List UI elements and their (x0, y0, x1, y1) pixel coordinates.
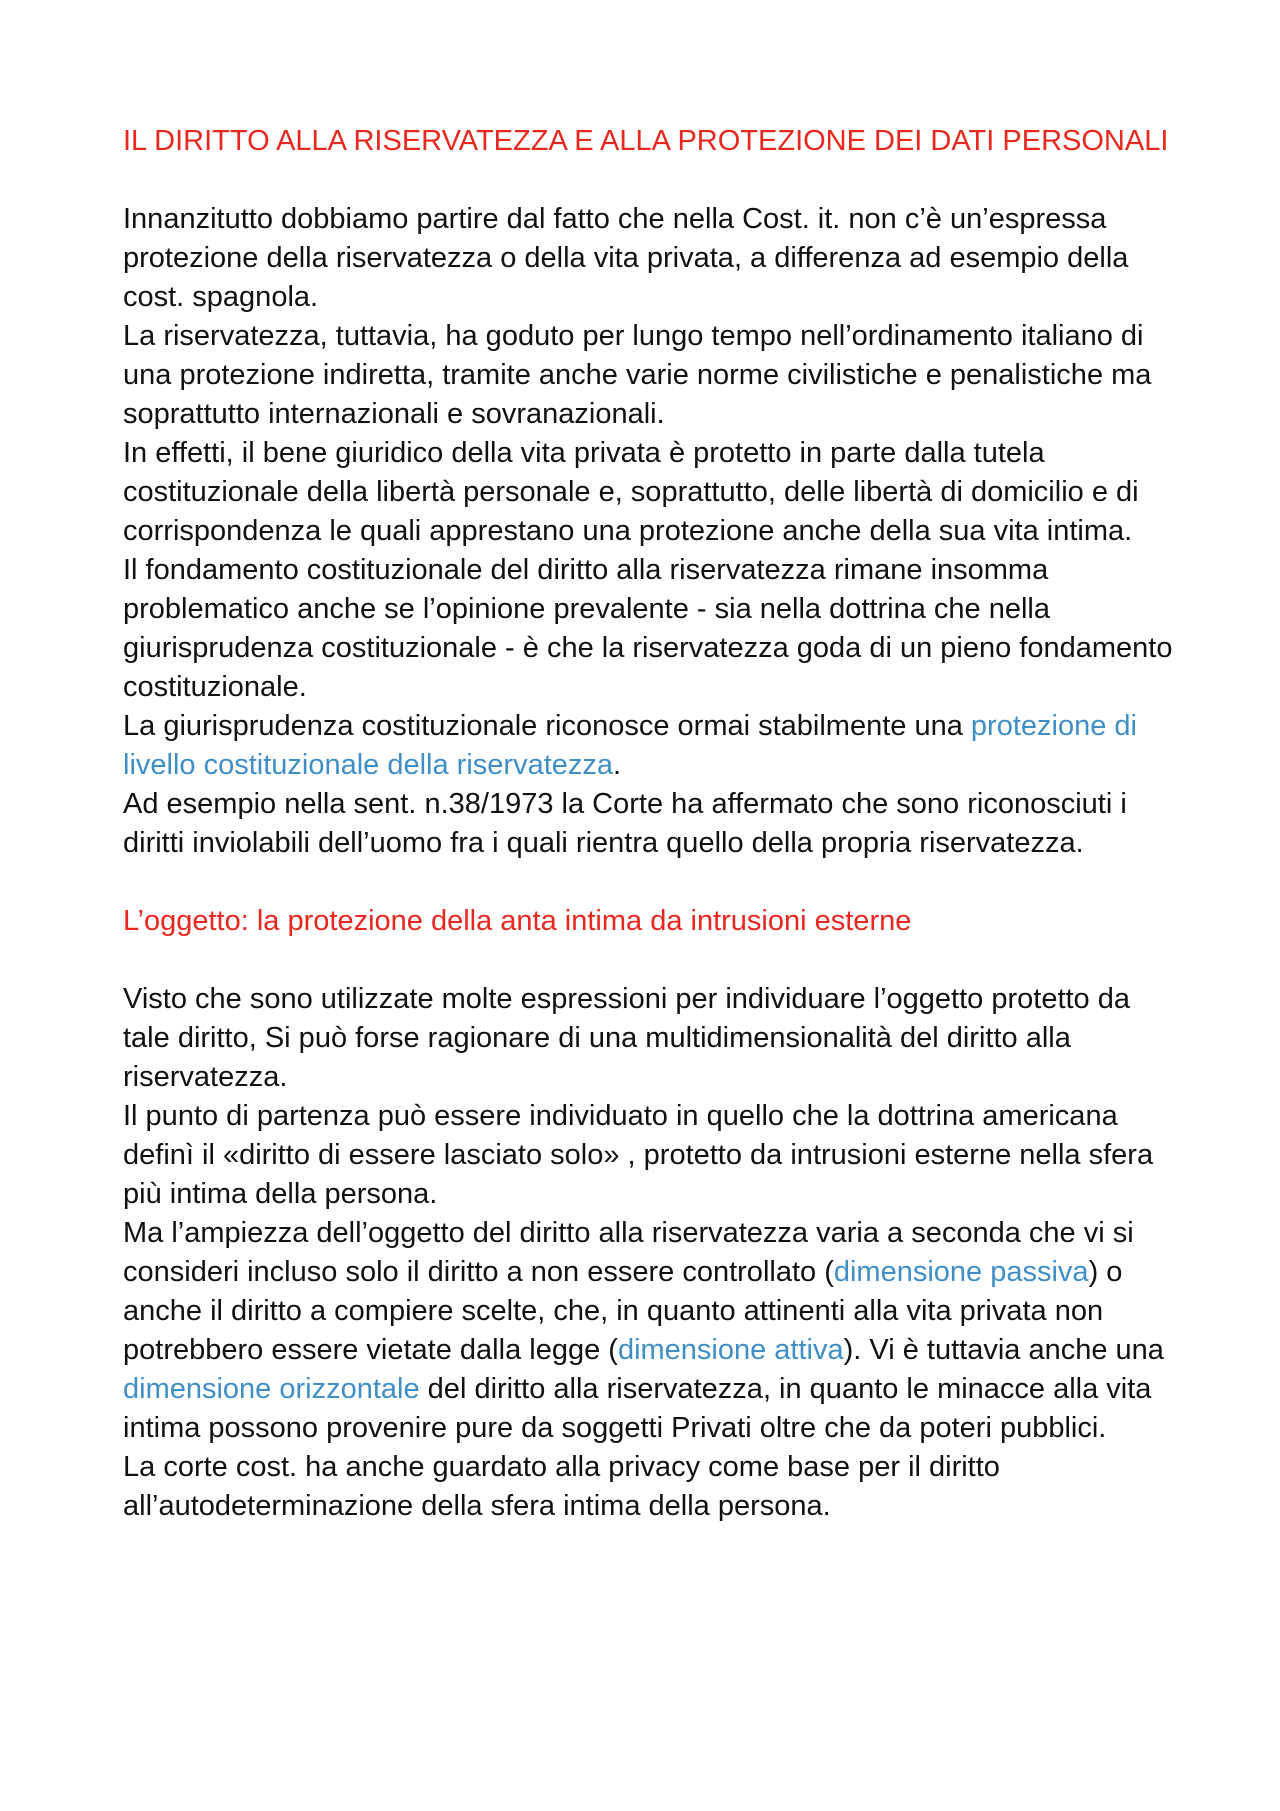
text-segment: . (613, 749, 622, 781)
paragraph: La riservatezza, tuttavia, ha goduto per lungo tempo nell’ordinamento italiano di una protezione indiretta, tramite anche varie norme civilistiche e penalistiche ma soprattutto internazionali e sovranazionali. (123, 320, 1152, 430)
paragraph: La corte cost. ha anche guardato alla privacy come base per il diritto all’autodeterminazione della sfera intima della persona. (123, 1451, 1000, 1522)
text-segment: La giurisprudenza costituzionale riconosce ormai stabilmente una (123, 710, 971, 742)
paragraph (123, 707, 1173, 785)
paragraph: Visto che sono utilizzate molte espressioni per individuare l’oggetto protetto da tale diritto, Si può forse ragionare di una multidimensionalità del diritto alla riservatezza. (123, 983, 1130, 1093)
paragraph: Il punto di partenza può essere individuato in quello che la dottrina americana definì il «diritto di essere lasciato solo» , protetto da intrusioni esterne nella sfera più intima della persona. (123, 1100, 1154, 1210)
highlighted-term: dimensione orizzontale (123, 1373, 420, 1405)
paragraph: Ad esempio nella sent. n.38/1973 la Corte ha affermato che sono riconosciuti i diritti inviolabili dell’uomo fra i quali rientra quello della propria riservatezza. (123, 788, 1127, 859)
paragraph: Il fondamento costituzionale del diritto alla riservatezza rimane insomma problematico anche se l’opinione prevalente - sia nella dottrina che nella giurisprudenza costituzionale - è che la riservatezza goda di un pieno fondamento costituzionale. (123, 554, 1173, 703)
document-page (123, 122, 1173, 1526)
highlighted-term: dimensione passiva (833, 1256, 1089, 1288)
text-segment: del diritto alla riservatezza, in quanto le minacce alla vita intima possono provenire pure da soggetti Privati oltre che da poteri pubblici. (123, 1373, 1152, 1444)
page-title: IL DIRITTO ALLA RISERVATEZZA E ALLA PROTEZIONE DEI DATI PERSONALI (123, 125, 1169, 157)
paragraph: Innanzitutto dobbiamo partire dal fatto che nella Cost. it. non c’è un’espressa protezione della riservatezza o della vita privata, a differenza ad esempio della cost. spagnola. (123, 203, 1129, 313)
paragraph (123, 1214, 1173, 1448)
text-segment: ) o anche il diritto a compiere scelte, che, in quanto attinenti alla vita privata non potrebbero essere vietate dalla legge ( (123, 1256, 1123, 1366)
paragraph: In effetti, il bene giuridico della vita privata è protetto in parte dalla tutela costituzionale della libertà personale e, soprattutto, delle libertà di domicilio e di corrispondenza le quali apprestano una protezione anche della sua vita intima. (123, 437, 1139, 547)
text-segment: Ma l’ampiezza dell’oggetto del diritto alla riservatezza varia a seconda che vi si consideri incluso solo il diritto a non essere controllato ( (123, 1217, 1134, 1288)
highlighted-term: protezione di livello costituzionale della riservatezza (123, 710, 1137, 781)
text-segment: ). Vi è tuttavia anche una (843, 1334, 1164, 1366)
highlighted-term: dimensione attiva (617, 1334, 844, 1366)
section-subtitle: L’oggetto: la protezione della anta intima da intrusioni esterne (123, 905, 912, 937)
